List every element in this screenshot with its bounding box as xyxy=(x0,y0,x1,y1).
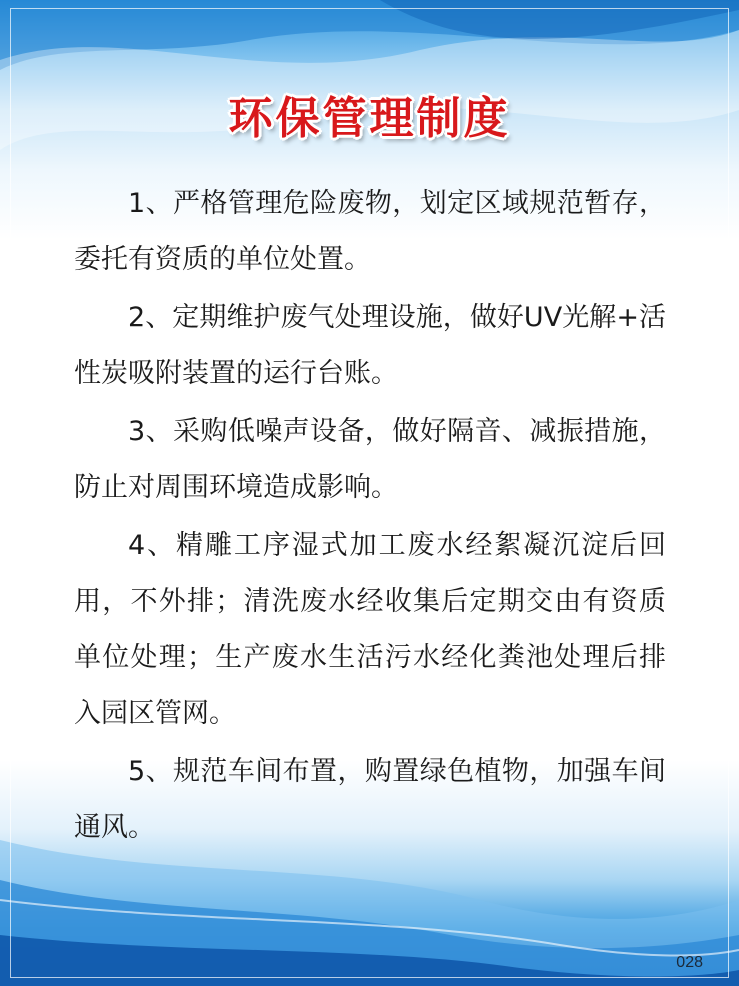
page-number: 028 xyxy=(676,954,703,971)
rule-item-4: 4、精雕工序湿式加工废水经絮凝沉淀后回用，不外排；清洗废水经收集后定期交由有资质单位处理；生产废水生活污水经化粪池处理后排入园区管网。 xyxy=(74,530,666,729)
poster-title: 环保管理制度 xyxy=(228,93,511,144)
rule-item-2: 2、定期维护废气处理设施，做好UV光解+活性炭吸附装置的运行台账。 xyxy=(74,302,666,389)
rule-item-3: 3、采购低噪声设备，做好隔音、减振措施，防止对周围环境造成影响。 xyxy=(74,416,666,503)
rules-list xyxy=(74,176,666,858)
rule-item-1: 1、严格管理危险废物，划定区域规范暂存，委托有资质的单位处置。 xyxy=(74,188,666,275)
rule-item-5: 5、规范车间布置，购置绿色植物，加强车间通风。 xyxy=(74,756,666,843)
